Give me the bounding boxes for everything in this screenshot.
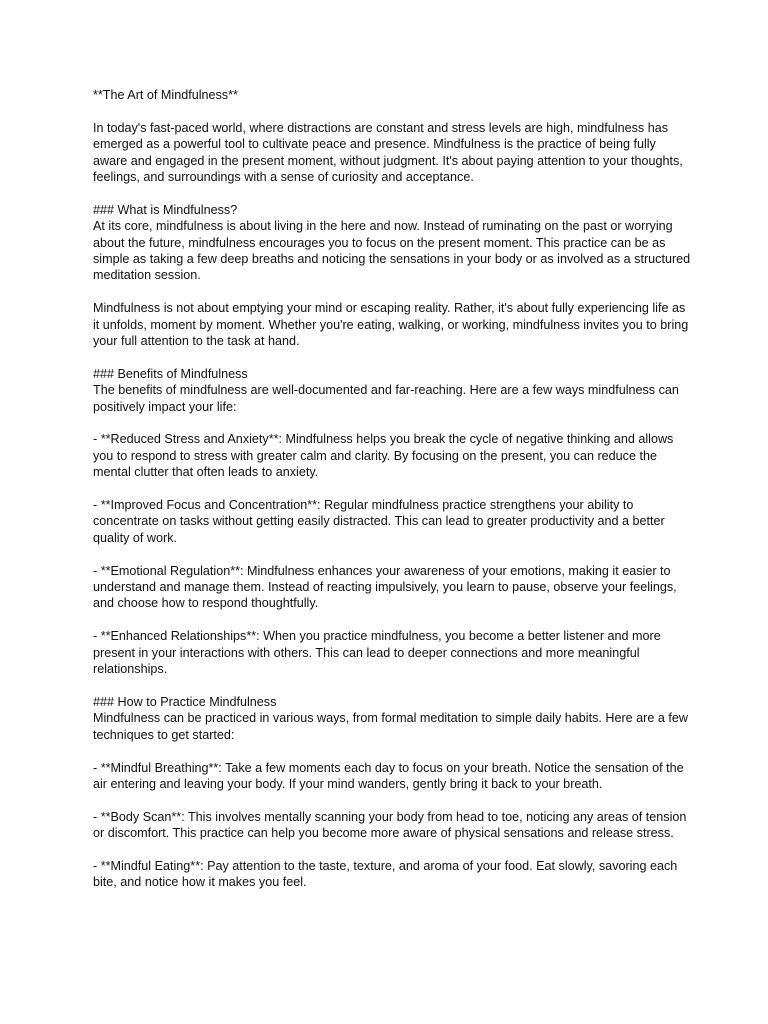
spacer [93,481,693,497]
spacer [93,678,693,694]
list-item: - **Reduced Stress and Anxiety**: Mindfulness helps you break the cycle of negative thinking and allows you to respond to stress with greater calm and clarity. By focusing on the present, you can reduce the mental clutter that often leads to anxiety. [93,432,674,480]
list-item: - **Mindful Breathing**: Take a few moments each day to focus on your breath. Notice the sensation of the air entering and leaving your body. If your mind wanders, gently bring it back to your breath. [93,760,684,791]
document-page [93,87,693,891]
section-heading-what-is: ### What is Mindfulness? [93,202,238,217]
spacer [93,842,693,858]
list-item: - **Mindful Eating**: Pay attention to the taste, texture, and aroma of your food. Eat slowly, savoring each bite, and notice how it makes you feel. [93,858,678,890]
spacer [93,743,693,759]
paragraph: Mindfulness is not about emptying your mind or escaping reality. Rather, it's about fully experiencing life as it unfolds, moment by moment. Whether you're eating, walking, or working, mindfulness invites you to bring your full attention to the task at hand. [93,301,689,349]
paragraph: Mindfulness can be practiced in various ways, from formal meditation to simple daily habits. Here are a few techniques to get started: [93,711,688,742]
spacer [93,415,693,431]
paragraph: The benefits of mindfulness are well-documented and far-reaching. Here are a few ways mindfulness can positively impact your life: [93,383,679,414]
spacer [93,103,693,119]
list-item: - **Improved Focus and Concentration**: Regular mindfulness practice strengthens your ability to concentrate on tasks without getting easily distracted. This can lead to greater productivity and a better quality of work. [93,498,665,545]
spacer [93,546,693,562]
spacer [93,185,693,201]
document-title: **The Art of Mindfulness** [93,88,238,102]
list-item: - **Emotional Regulation**: Mindfulness enhances your awareness of your emotions, making it easier to understand and manage them. Instead of reacting impulsively, you learn to pause, observe your feelings, and choose how to respond thoughtfully. [93,563,677,611]
spacer [93,284,693,300]
spacer [93,349,693,365]
section-heading-benefits: ### Benefits of Mindfulness [93,366,248,381]
list-item: - **Enhanced Relationships**: When you practice mindfulness, you become a better listener and more present in your interactions with others. This can lead to deeper connections and more meaningful relationships. [93,629,661,677]
paragraph: At its core, mindfulness is about living in the here and now. Instead of ruminating on the past or worrying about the future, mindfulness encourages you to focus on the present moment. This practice can be as simple as taking a few deep breaths and noticing the sensations in your body or as involved as a structured meditation session. [93,219,691,283]
spacer [93,612,693,628]
section-heading-how-to: ### How to Practice Mindfulness [93,694,277,709]
spacer [93,792,693,808]
list-item: - **Body Scan**: This involves mentally scanning your body from head to toe, noticing any areas of tension or discomfort. This practice can help you become more aware of physical sensations and release stress. [93,809,687,841]
intro-paragraph: In today's fast-paced world, where distractions are constant and stress levels are high, mindfulness has emerged as a powerful tool to cultivate peace and presence. Mindfulness is the practice of being fully aware and engaged in the present moment, without judgment. It's about paying attention to your thoughts, feelings, and surroundings with a sense of curiosity and acceptance. [93,120,683,185]
